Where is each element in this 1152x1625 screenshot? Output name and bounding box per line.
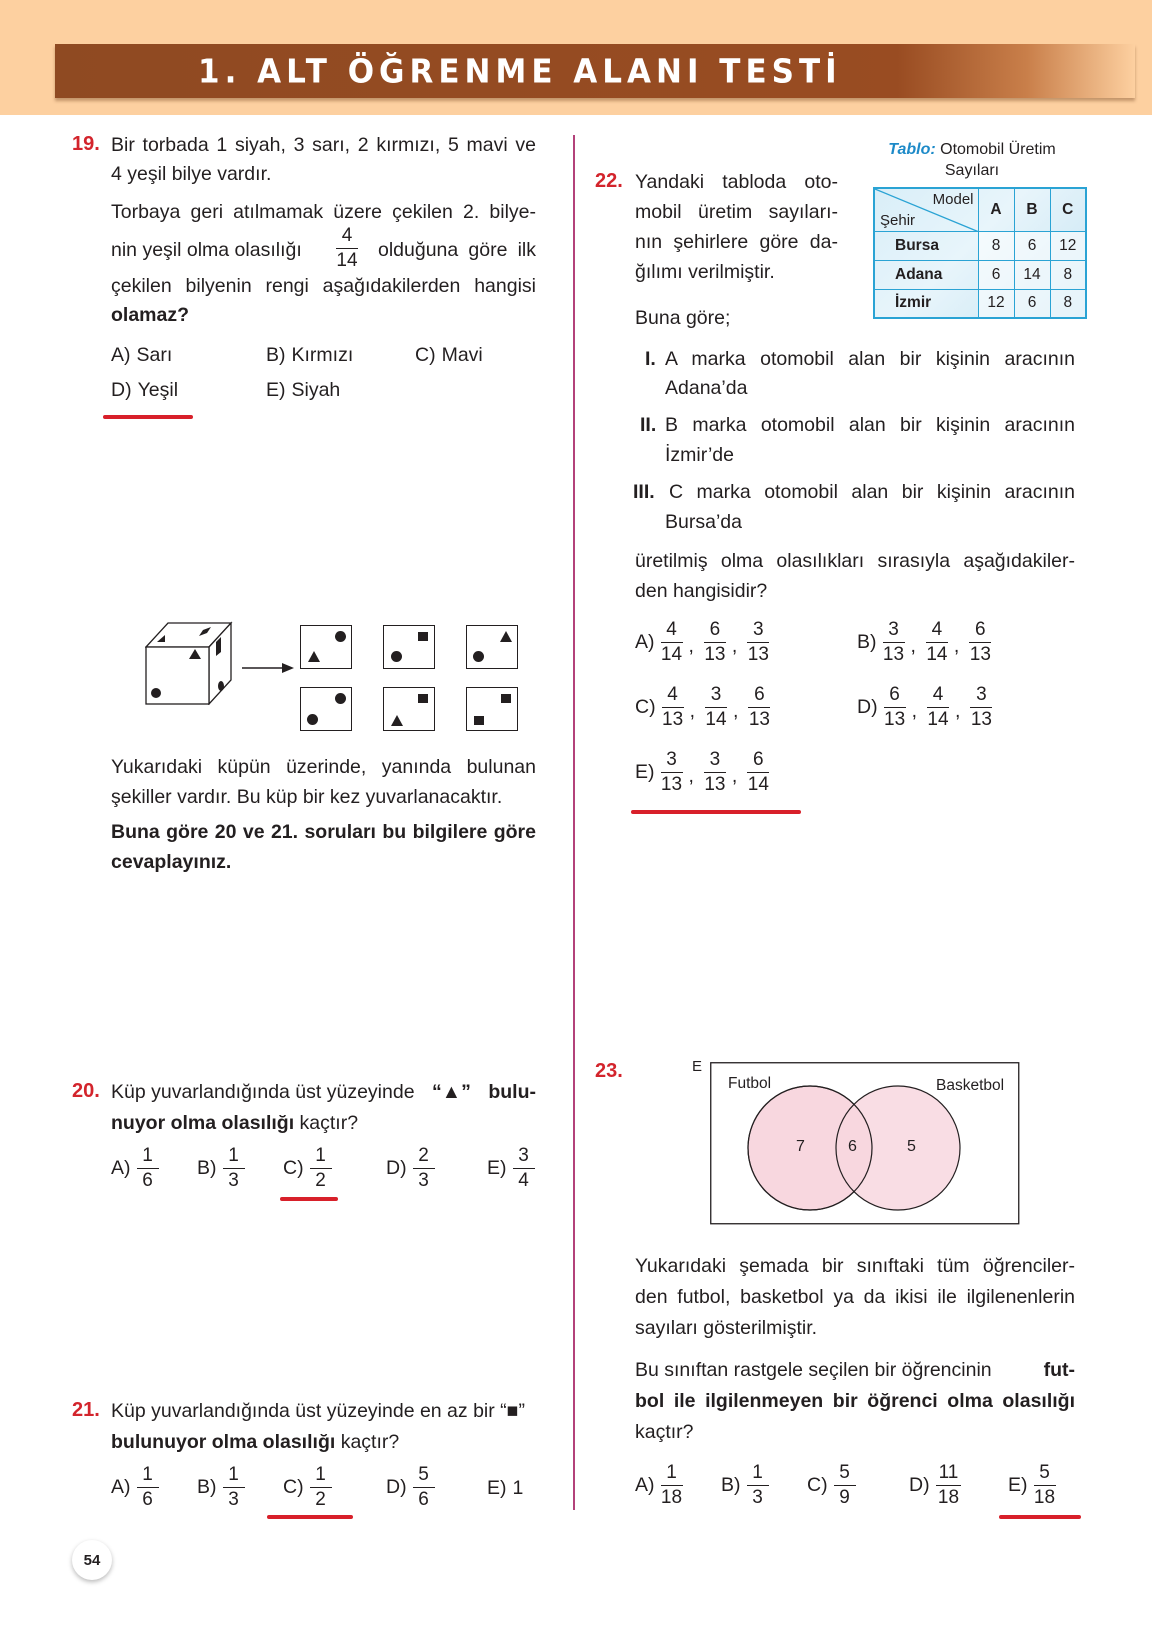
question-emphasis: bol ile ilgilenmeyen bir öğrenci olma olasılığı xyxy=(635,1390,1075,1412)
question-text: Küp yuvarlandığında üst yüzeyinde en az bir “■” xyxy=(111,1400,525,1422)
question-text: kaçtır? xyxy=(635,1421,694,1443)
page-title: 1. ALT ÖĞRENME ALANI TESTİ xyxy=(198,53,842,91)
arrow-icon xyxy=(242,662,294,674)
option-a[interactable]: A) Sarı xyxy=(111,344,173,366)
question-number: 19. xyxy=(72,133,100,155)
triangle-icon xyxy=(500,631,512,642)
question-text: Torbaya geri atılmamak üzere çekilen 2. bilye- xyxy=(111,201,536,223)
triangle-icon xyxy=(308,651,320,662)
question-emphasis: olamaz? xyxy=(111,304,190,326)
face-option xyxy=(383,625,435,669)
answer-marker xyxy=(631,810,801,814)
production-table xyxy=(873,187,1087,319)
statement-text: C marka otomobil alan bir kişinin aracının xyxy=(669,481,1075,503)
page-number: 54 xyxy=(72,1540,112,1580)
question-number: 20. xyxy=(72,1080,100,1102)
option-b[interactable]: B) $\frac{1}{3}$ xyxy=(721,1463,769,1508)
statement-text: A marka otomobil alan bir kişinin aracının xyxy=(665,348,1075,370)
table-caption: Tablo: Otomobil Üretim Sayıları xyxy=(888,141,1056,179)
square-icon xyxy=(501,694,511,703)
statement-text: Bursa’da xyxy=(665,511,742,533)
question-text: nin yeşil olma olasılığı xyxy=(111,239,302,261)
venn-left-label: Futbol xyxy=(728,1075,772,1092)
cube-icon xyxy=(145,620,235,705)
info-emphasis: cevaplayınız. xyxy=(111,851,232,873)
question-text: ğılımı verilmiştir. xyxy=(635,261,775,283)
info-text: şekiller vardır. Bu küp bir kez yuvarlanacaktır. xyxy=(111,786,503,808)
column-divider xyxy=(573,135,575,1510)
question-text: mobil üretim sayıları- xyxy=(635,201,838,223)
answer-marker xyxy=(103,415,193,419)
column-header: B xyxy=(1014,188,1050,231)
question-text: sayıları gösterilmiştir. xyxy=(635,1317,818,1339)
question-text: nuyor olma olasılığı kaçtır? xyxy=(111,1112,359,1134)
statement-text: Adana’da xyxy=(665,377,748,399)
question-text: Buna göre; xyxy=(635,307,731,329)
info-text: Yukarıdaki küpün üzerinde, yanında bulunan xyxy=(111,756,536,778)
column-header: C xyxy=(1050,188,1086,231)
option-d[interactable]: D) Yeşil xyxy=(111,379,179,401)
question-text: 4 yeşil bilye vardır. xyxy=(111,163,272,185)
option-e[interactable]: E) $\frac{3}{4}$ xyxy=(487,1146,535,1191)
circle-icon xyxy=(391,651,402,662)
option-c[interactable]: C) $\frac{1}{2}$ xyxy=(283,1146,332,1191)
face-option xyxy=(300,625,352,669)
face-option xyxy=(466,625,518,669)
statement-text: B marka otomobil alan bir kişinin aracının xyxy=(665,414,1075,436)
answer-marker xyxy=(280,1197,338,1201)
answer-marker xyxy=(999,1515,1081,1519)
option-e[interactable]: E) $\frac{3}{13}$ , $\frac{3}{13}$ , $\frac{6}{14}$ xyxy=(635,749,769,795)
question-text: den hangisidir? xyxy=(635,580,768,602)
question-text: Bu sınıftan rastgele seçilen bir öğrencinin fut- xyxy=(635,1359,1075,1381)
option-c[interactable]: C) $\frac{4}{13}$ , $\frac{3}{14}$ , $\frac{6}{13}$ xyxy=(635,684,770,730)
option-b[interactable]: B) $\frac{1}{3}$ xyxy=(197,1465,245,1510)
option-d[interactable]: D) $\frac{5}{6}$ xyxy=(386,1465,435,1510)
circle-icon xyxy=(335,631,346,642)
fraction: $\frac{4}{14}$ xyxy=(336,225,358,271)
statement-roman: III. xyxy=(633,481,655,503)
square-icon xyxy=(418,632,428,641)
option-c[interactable]: C) $\frac{1}{2}$ xyxy=(283,1465,332,1510)
option-d[interactable]: D) $\frac{11}{18}$ xyxy=(909,1463,961,1508)
square-icon xyxy=(474,716,484,725)
venn-intersection: 6 xyxy=(848,1138,857,1155)
statement-text: İzmir’de xyxy=(665,444,734,466)
circle-icon xyxy=(307,714,318,725)
circle-icon xyxy=(473,651,484,662)
question-number: 22. xyxy=(595,170,623,192)
question-text: Yukarıdaki şemada bir sınıftaki tüm öğrenciler- xyxy=(635,1255,1075,1277)
venn-universe-label: E xyxy=(692,1058,703,1075)
table-row: İzmir 12 6 8 xyxy=(874,289,1086,318)
option-b[interactable]: B) Kırmızı xyxy=(266,344,354,366)
face-option xyxy=(300,687,352,731)
venn-right-label: Basketbol xyxy=(936,1077,1005,1094)
triangle-icon xyxy=(391,715,403,726)
table-corner-header: Model Şehir xyxy=(874,188,978,231)
option-a[interactable]: A) $\frac{1}{6}$ xyxy=(111,1146,159,1191)
option-a[interactable]: A) $\frac{1}{6}$ xyxy=(111,1465,159,1510)
question-text: bulunuyor olma olasılığı kaçtır? xyxy=(111,1431,400,1453)
square-icon xyxy=(418,694,428,703)
option-d[interactable]: D) $\frac{6}{13}$ , $\frac{4}{14}$ , $\frac{3}{13}$ xyxy=(857,684,992,730)
question-text: Bir torbada 1 siyah, 3 sarı, 2 kırmızı, 5 mavi ve xyxy=(111,134,536,156)
face-option xyxy=(466,687,518,731)
venn-left-only: 7 xyxy=(796,1138,805,1155)
question-text: nın şehirlere göre da- xyxy=(635,231,838,253)
option-c[interactable]: C) $\frac{5}{9}$ xyxy=(807,1463,856,1508)
question-number: 23. xyxy=(595,1060,623,1082)
option-e[interactable]: E) $\frac{5}{18}$ xyxy=(1008,1462,1056,1508)
question-text: den futbol, basketbol ya da ikisi ile ilgilenenlerin xyxy=(635,1286,1075,1308)
option-a[interactable]: A) $\frac{4}{14}$ , $\frac{6}{13}$ , $\frac{3}{13}$ xyxy=(635,619,769,665)
column-header: A xyxy=(978,188,1014,231)
circle-icon xyxy=(335,693,346,704)
table-row: Adana 6 14 8 xyxy=(874,260,1086,289)
question-text: olduğuna göre ilk xyxy=(378,239,536,261)
option-b[interactable]: B) $\frac{3}{13}$ , $\frac{4}{14}$ , $\frac{6}{13}$ xyxy=(857,619,991,665)
option-e[interactable]: E) Siyah xyxy=(266,379,341,401)
option-c[interactable]: C) Mavi xyxy=(415,344,483,366)
face-option xyxy=(383,687,435,731)
question-number: 21. xyxy=(72,1399,100,1421)
statement-roman: I. xyxy=(645,348,656,370)
question-text: Küp yuvarlandığında üst yüzeyinde “▲” bulu- xyxy=(111,1081,536,1103)
option-b[interactable]: B) $\frac{1}{3}$ xyxy=(197,1146,245,1191)
table-row: Bursa 8 6 12 xyxy=(874,231,1086,260)
answer-marker xyxy=(267,1515,353,1519)
question-text: çekilen bilyenin rengi aşağıdakilerden hangisi xyxy=(111,275,536,297)
statement-roman: II. xyxy=(640,414,657,436)
option-d[interactable]: D) $\frac{2}{3}$ xyxy=(386,1146,435,1191)
question-text: üretilmiş olma olasılıkları sırasıyla aşağıdakiler- xyxy=(635,550,1075,572)
option-e[interactable]: E) 1 xyxy=(487,1477,524,1499)
info-emphasis: Buna göre 20 ve 21. soruları bu bilgilere göre xyxy=(111,821,536,843)
option-a[interactable]: A) $\frac{1}{18}$ xyxy=(635,1462,683,1508)
question-text: Yandaki tabloda oto- xyxy=(635,171,838,193)
venn-right-only: 5 xyxy=(907,1138,916,1155)
